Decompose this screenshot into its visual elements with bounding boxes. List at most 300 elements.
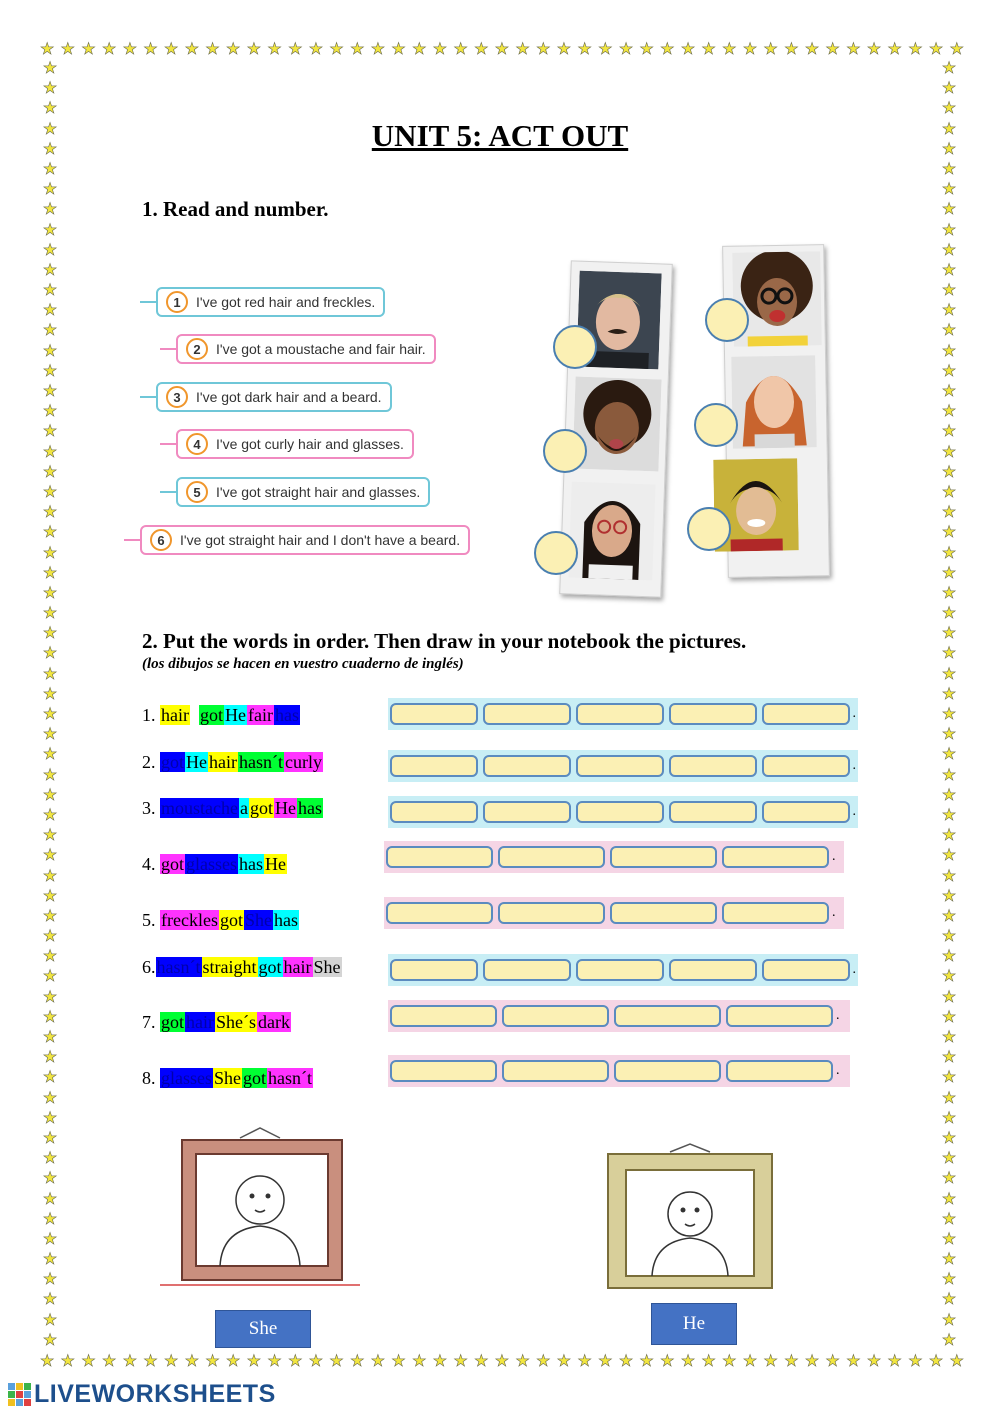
star-icon: ★	[42, 584, 58, 602]
star-icon: ★	[81, 41, 96, 58]
star-icon: ★	[941, 847, 957, 865]
answer-circle[interactable]	[534, 531, 578, 575]
star-icon: ★	[556, 41, 572, 58]
star-icon: ★	[42, 302, 58, 320]
star-icon: ★	[42, 483, 58, 501]
star-icon: ★	[42, 100, 58, 118]
star-icon: ★	[846, 1353, 861, 1370]
star-icon: ★	[941, 746, 957, 764]
answer-box[interactable]	[502, 1060, 609, 1082]
star-icon: ★	[941, 1210, 957, 1228]
star-icon: ★	[288, 1353, 303, 1370]
star-icon: ★	[143, 41, 158, 58]
star-icon: ★	[825, 1353, 840, 1370]
word-chip: dark	[258, 1012, 290, 1032]
star-icon: ★	[42, 181, 58, 199]
word-chip: freckles	[161, 910, 218, 930]
star-icon: ★	[941, 928, 957, 946]
star-icon: ★	[42, 1190, 58, 1208]
bubble-4	[176, 429, 414, 459]
star-icon: ★	[556, 1353, 572, 1370]
answer-box[interactable]	[610, 902, 717, 924]
picture-frame-girl	[160, 1126, 360, 1288]
star-icon: ★	[42, 726, 58, 744]
star-icon: ★	[42, 988, 58, 1006]
star-icon: ★	[42, 1230, 58, 1248]
word-chip: He	[186, 752, 208, 772]
star-icon: ★	[184, 1353, 200, 1370]
star-icon: ★	[598, 41, 613, 58]
star-icon: ★	[453, 1353, 468, 1370]
answer-row-7	[388, 1000, 850, 1032]
word-chip: got	[249, 798, 273, 818]
star-icon: ★	[680, 1353, 696, 1370]
star-icon: ★	[941, 645, 957, 663]
star-icon: ★	[42, 786, 58, 804]
star-icon: ★	[941, 544, 957, 562]
star-icon: ★	[941, 1150, 957, 1168]
star-icon: ★	[164, 41, 179, 58]
star-icon: ★	[226, 1353, 241, 1370]
word-row-4: 4. got glasses has He	[142, 854, 287, 874]
word-chip: She	[244, 910, 272, 930]
star-icon: ★	[928, 1353, 944, 1370]
star-icon: ★	[60, 41, 76, 58]
star-icon: ★	[42, 665, 58, 683]
star-icon: ★	[941, 140, 957, 158]
answer-box[interactable]	[390, 959, 478, 981]
answer-box[interactable]	[390, 1005, 497, 1027]
word-chip: glasses	[161, 1068, 212, 1088]
word-row-5: 5. freckles got She has	[142, 910, 298, 930]
word-row-3: 3. moustache a got He has	[142, 798, 322, 818]
star-icon: ★	[941, 1049, 957, 1067]
star-border-left	[40, 60, 60, 1350]
word-chip: glasses	[186, 854, 238, 874]
period: .	[852, 706, 857, 721]
star-icon: ★	[941, 221, 957, 239]
star-icon: ★	[412, 41, 427, 58]
star-icon: ★	[660, 41, 675, 58]
star-icon: ★	[391, 41, 406, 58]
star-icon: ★	[941, 726, 957, 744]
word-chip: hair	[161, 705, 189, 725]
logo-text: LIVEWORKSHEETS	[34, 1379, 276, 1408]
word-chip: She	[313, 957, 341, 977]
star-icon: ★	[412, 1353, 427, 1370]
star-icon: ★	[660, 1353, 675, 1370]
period: .	[836, 1063, 840, 1078]
star-icon: ★	[474, 41, 489, 58]
star-icon: ★	[941, 403, 957, 421]
star-icon: ★	[42, 1251, 58, 1269]
answer-circle[interactable]	[705, 298, 749, 342]
answer-box[interactable]	[502, 1005, 609, 1027]
star-icon: ★	[370, 1353, 386, 1370]
word-row-7: 7. got hair She´s dark	[142, 1012, 290, 1032]
star-icon: ★	[941, 1331, 957, 1349]
word-chip: has	[273, 910, 298, 930]
star-icon: ★	[42, 625, 58, 643]
he-button[interactable]: He	[651, 1303, 737, 1345]
answer-row-2	[388, 750, 858, 782]
star-icon: ★	[941, 322, 957, 340]
star-icon: ★	[42, 80, 58, 98]
word-chip: moustache	[161, 798, 238, 818]
star-icon: ★	[941, 483, 957, 501]
star-icon: ★	[267, 1353, 282, 1370]
star-icon: ★	[42, 1311, 58, 1329]
answer-box[interactable]	[669, 703, 757, 725]
answer-box[interactable]	[722, 846, 829, 868]
star-icon: ★	[722, 1353, 737, 1370]
star-icon: ★	[804, 1353, 820, 1370]
star-icon: ★	[941, 1311, 957, 1329]
answer-box[interactable]	[483, 801, 571, 823]
answer-box[interactable]	[390, 755, 478, 777]
answer-box[interactable]	[722, 902, 829, 924]
star-icon: ★	[288, 41, 303, 58]
star-icon: ★	[941, 1029, 957, 1046]
word-chip: straight	[202, 957, 257, 977]
star-icon: ★	[908, 1353, 923, 1370]
answer-box[interactable]	[610, 846, 717, 868]
star-icon: ★	[941, 867, 957, 885]
star-icon: ★	[329, 1353, 344, 1370]
answer-box[interactable]	[483, 959, 571, 981]
star-icon: ★	[742, 41, 758, 58]
word-chip: hasn´t	[268, 1068, 313, 1088]
star-icon: ★	[941, 1251, 957, 1269]
word-chip: got	[161, 1012, 185, 1032]
star-icon: ★	[42, 907, 58, 925]
star-icon: ★	[941, 584, 957, 602]
star-icon: ★	[941, 948, 957, 966]
star-icon: ★	[42, 1150, 58, 1168]
star-icon: ★	[42, 1291, 58, 1309]
answer-box[interactable]	[669, 755, 757, 777]
star-icon: ★	[81, 1353, 96, 1370]
answer-row-6	[388, 954, 858, 986]
star-icon: ★	[941, 100, 957, 118]
star-icon: ★	[42, 342, 58, 360]
bubble-text: I've got straight hair and I don't have a beard.	[180, 532, 461, 548]
star-icon: ★	[941, 362, 957, 380]
period: .	[852, 804, 857, 819]
star-icon: ★	[639, 41, 654, 58]
star-icon: ★	[246, 1353, 262, 1370]
answer-box[interactable]	[390, 801, 478, 823]
star-icon: ★	[42, 221, 58, 239]
answer-row-8	[388, 1055, 850, 1087]
star-icon: ★	[941, 504, 957, 522]
word-chip: hair	[209, 752, 237, 772]
star-icon: ★	[941, 1109, 957, 1127]
word-chip: fair	[248, 705, 273, 725]
star-icon: ★	[825, 41, 840, 58]
star-icon: ★	[42, 1069, 58, 1087]
star-icon: ★	[941, 625, 957, 643]
number-badge: 5	[186, 481, 208, 503]
period: .	[832, 905, 836, 920]
answer-box[interactable]	[726, 1060, 833, 1082]
star-icon: ★	[350, 41, 365, 58]
star-icon: ★	[42, 160, 58, 178]
star-icon: ★	[763, 1353, 778, 1370]
star-icon: ★	[60, 1353, 76, 1370]
answer-box[interactable]	[614, 1060, 721, 1082]
star-icon: ★	[722, 41, 737, 58]
star-icon: ★	[941, 968, 957, 986]
star-icon: ★	[941, 463, 957, 481]
star-icon: ★	[941, 685, 957, 703]
star-icon: ★	[804, 41, 820, 58]
star-icon: ★	[763, 41, 778, 58]
answer-box[interactable]	[726, 1005, 833, 1027]
word-chip: got	[161, 854, 185, 874]
number-badge: 4	[186, 433, 208, 455]
star-icon: ★	[42, 120, 58, 138]
star-icon: ★	[949, 1353, 964, 1370]
word-chip: got	[219, 910, 243, 930]
word-chip: She´s	[216, 1012, 256, 1032]
star-icon: ★	[42, 968, 58, 986]
star-icon: ★	[42, 362, 58, 380]
star-icon: ★	[941, 1271, 957, 1289]
number-badge: 1	[166, 291, 188, 313]
answer-box[interactable]	[386, 902, 493, 924]
star-icon: ★	[102, 41, 117, 58]
star-icon: ★	[941, 1089, 957, 1107]
star-icon: ★	[42, 1109, 58, 1127]
star-icon: ★	[515, 41, 530, 58]
star-border-top	[40, 40, 964, 60]
star-icon: ★	[42, 1089, 58, 1107]
star-icon: ★	[42, 403, 58, 421]
star-icon: ★	[42, 928, 58, 946]
bubble-text: I've got red hair and freckles.	[196, 294, 376, 310]
answer-box[interactable]	[386, 846, 493, 868]
number-badge: 2	[186, 338, 208, 360]
answer-box[interactable]	[576, 801, 664, 823]
answer-box[interactable]	[762, 959, 850, 981]
star-icon: ★	[941, 1170, 957, 1188]
star-icon: ★	[42, 685, 58, 703]
answer-circle[interactable]	[553, 325, 597, 369]
answer-circle[interactable]	[543, 429, 587, 473]
star-icon: ★	[866, 1353, 882, 1370]
word-chip: She	[214, 1068, 241, 1088]
star-icon: ★	[42, 806, 58, 824]
answer-row-1	[388, 698, 858, 730]
star-icon: ★	[42, 766, 58, 784]
star-icon: ★	[941, 907, 957, 925]
star-icon: ★	[42, 645, 58, 663]
star-icon: ★	[941, 181, 957, 199]
bubble-text: I've got dark hair and a beard.	[196, 389, 382, 405]
star-icon: ★	[928, 41, 944, 58]
star-icon: ★	[267, 41, 282, 58]
liveworksheets-logo	[8, 1380, 276, 1408]
photo-girl-red-hair	[731, 355, 817, 448]
word-chip: He	[265, 854, 287, 874]
star-icon: ★	[941, 827, 957, 845]
period: .	[852, 758, 857, 773]
star-icon: ★	[246, 41, 262, 58]
star-icon: ★	[941, 706, 957, 723]
star-icon: ★	[226, 41, 241, 58]
star-icon: ★	[618, 41, 634, 58]
star-icon: ★	[205, 41, 220, 58]
answer-box[interactable]	[498, 902, 605, 924]
bubble-3	[156, 382, 392, 412]
star-icon: ★	[164, 1353, 179, 1370]
star-icon: ★	[941, 282, 957, 300]
star-icon: ★	[42, 827, 58, 845]
answer-circle[interactable]	[694, 403, 738, 447]
star-icon: ★	[494, 41, 510, 58]
star-icon: ★	[941, 423, 957, 441]
star-icon: ★	[42, 1210, 58, 1228]
star-icon: ★	[143, 1353, 158, 1370]
word-chip: has	[274, 705, 299, 725]
bubble-6	[140, 525, 470, 555]
answer-row-5	[384, 897, 844, 929]
star-icon: ★	[42, 463, 58, 481]
answer-box[interactable]	[576, 755, 664, 777]
star-icon: ★	[42, 524, 58, 542]
star-icon: ★	[577, 1353, 592, 1370]
star-icon: ★	[941, 1230, 957, 1248]
star-icon: ★	[577, 41, 592, 58]
star-icon: ★	[941, 342, 957, 360]
star-icon: ★	[941, 564, 957, 582]
star-icon: ★	[42, 887, 58, 905]
star-icon: ★	[941, 241, 957, 259]
star-icon: ★	[941, 766, 957, 784]
answer-box[interactable]	[762, 801, 850, 823]
picture-frame-boy	[600, 1142, 780, 1292]
answer-box[interactable]	[390, 703, 478, 725]
answer-box[interactable]	[390, 1060, 497, 1082]
bubble-2	[176, 334, 436, 364]
answer-box[interactable]	[762, 703, 850, 725]
star-icon: ★	[941, 302, 957, 320]
star-icon: ★	[42, 1129, 58, 1147]
star-icon: ★	[941, 1129, 957, 1147]
star-icon: ★	[42, 1029, 58, 1046]
number-badge: 3	[166, 386, 188, 408]
word-chip: got	[258, 957, 282, 977]
star-icon: ★	[42, 140, 58, 158]
star-icon: ★	[42, 241, 58, 259]
word-row-1: 1. hair got He fair has	[142, 705, 299, 725]
answer-row-4	[384, 841, 844, 873]
star-icon: ★	[784, 1353, 799, 1370]
star-icon: ★	[102, 1353, 117, 1370]
star-icon: ★	[42, 504, 58, 522]
star-icon: ★	[941, 1069, 957, 1087]
star-icon: ★	[42, 1331, 58, 1349]
star-icon: ★	[350, 1353, 365, 1370]
star-icon: ★	[941, 786, 957, 804]
bubble-text: I've got straight hair and glasses.	[216, 484, 421, 500]
answer-row-3	[388, 796, 858, 828]
star-icon: ★	[42, 948, 58, 966]
logo-icon	[8, 1383, 31, 1406]
star-icon: ★	[941, 806, 957, 824]
star-icon: ★	[453, 41, 468, 58]
answer-box[interactable]	[614, 1005, 721, 1027]
star-icon: ★	[42, 847, 58, 865]
star-icon: ★	[42, 322, 58, 340]
star-icon: ★	[40, 41, 55, 58]
star-icon: ★	[184, 41, 200, 58]
star-icon: ★	[40, 1353, 55, 1370]
star-icon: ★	[680, 41, 696, 58]
star-icon: ★	[887, 1353, 902, 1370]
photo-woman-curly	[732, 251, 822, 347]
star-icon: ★	[42, 423, 58, 441]
word-chip: got	[199, 705, 223, 725]
word-row-6: 6.hasn´t straight got hair She	[142, 957, 341, 977]
star-icon: ★	[494, 1353, 510, 1370]
star-icon: ★	[205, 1353, 220, 1370]
answer-box[interactable]	[483, 755, 571, 777]
word-chip: got	[243, 1068, 267, 1088]
star-icon: ★	[742, 1353, 758, 1370]
answer-box[interactable]	[669, 959, 757, 981]
star-icon: ★	[536, 1353, 551, 1370]
star-icon: ★	[598, 1353, 613, 1370]
star-icon: ★	[329, 41, 344, 58]
word-chip: hasn´t	[239, 752, 283, 772]
period: .	[832, 849, 836, 864]
answer-box[interactable]	[483, 703, 571, 725]
answer-box[interactable]	[762, 755, 850, 777]
star-icon: ★	[908, 41, 923, 58]
star-icon: ★	[42, 605, 58, 623]
word-chip: got	[161, 752, 185, 772]
star-icon: ★	[432, 1353, 448, 1370]
answer-box[interactable]	[576, 703, 664, 725]
star-icon: ★	[941, 988, 957, 1006]
page-title: UNIT 5: ACT OUT	[371, 118, 629, 153]
star-icon: ★	[701, 1353, 716, 1370]
word-chip: He	[275, 798, 296, 818]
section2-note: (los dibujos se hacen en vuestro cuaderno de inglés)	[142, 656, 464, 672]
word-row-2: 2. got He hair hasn´t curly	[142, 752, 322, 772]
section1-heading: 1. Read and number.	[142, 197, 329, 221]
star-icon: ★	[941, 1291, 957, 1309]
answer-box[interactable]	[669, 801, 757, 823]
word-chip: has	[239, 854, 264, 874]
star-icon: ★	[42, 746, 58, 764]
section2-heading: 2. Put the words in order. Then draw in your notebook the pictures.	[142, 629, 747, 653]
answer-box[interactable]	[576, 959, 664, 981]
she-button[interactable]: She	[215, 1310, 311, 1348]
answer-circle[interactable]	[687, 507, 731, 551]
star-icon: ★	[42, 867, 58, 885]
star-icon: ★	[941, 887, 957, 905]
star-icon: ★	[941, 605, 957, 623]
star-icon: ★	[122, 41, 138, 58]
word-chip: a	[239, 798, 248, 818]
star-icon: ★	[42, 60, 58, 77]
answer-box[interactable]	[498, 846, 605, 868]
star-icon: ★	[308, 41, 324, 58]
word-chip: has	[298, 798, 322, 818]
